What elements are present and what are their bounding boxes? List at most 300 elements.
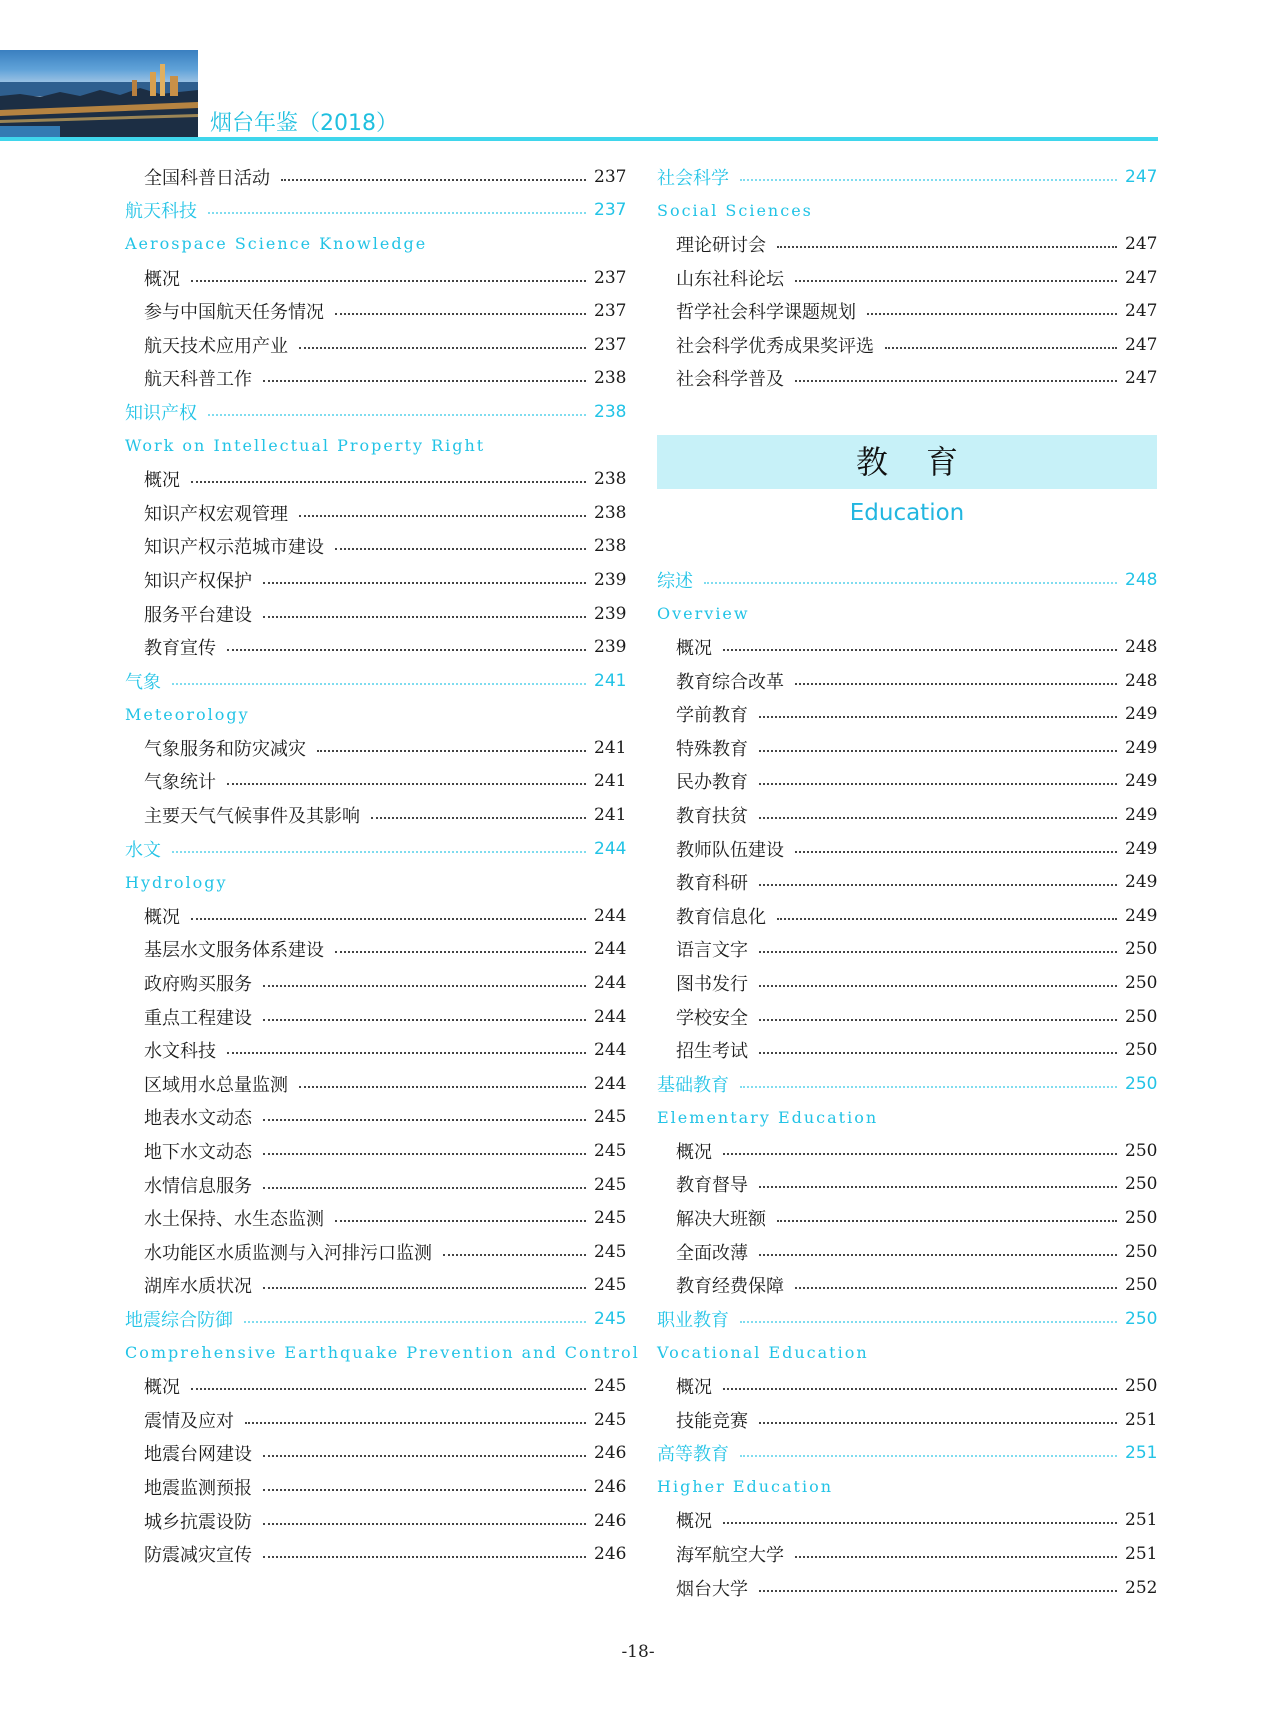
toc-section-entry[interactable] <box>657 1067 1158 1101</box>
toc-entry-title: 教育信息化 <box>676 906 766 928</box>
toc-entry-page: 245 <box>594 1376 627 1397</box>
toc-entry-page: 239 <box>594 569 627 590</box>
dot-leader <box>299 347 586 349</box>
toc-entry-page: 244 <box>594 838 627 859</box>
toc-entry[interactable] <box>657 227 1158 261</box>
toc-entry-page: 250 <box>1125 1275 1158 1296</box>
dot-leader <box>740 1455 1117 1457</box>
toc-entry-page: 238 <box>594 536 627 557</box>
toc-entry-page: 237 <box>594 267 627 288</box>
dot-leader <box>759 817 1117 819</box>
toc-entry[interactable] <box>657 1134 1158 1168</box>
toc-entry-title: 湖库水质状况 <box>144 1276 252 1298</box>
toc-section-entry[interactable] <box>125 194 627 228</box>
toc-entry-page: 250 <box>1125 1241 1158 1262</box>
dot-leader <box>263 1489 586 1491</box>
toc-entry-title: 图书发行 <box>676 973 748 995</box>
toc-entry-page: 241 <box>594 670 627 691</box>
dot-leader <box>723 1388 1117 1390</box>
toc-section-english-title: Elementary Education <box>657 1107 879 1127</box>
dot-leader <box>759 1052 1117 1054</box>
toc-entry-page: 251 <box>1125 1443 1158 1464</box>
dot-leader <box>777 918 1117 920</box>
dot-leader <box>759 985 1117 987</box>
toc-entry[interactable] <box>657 832 1158 866</box>
toc-section-entry[interactable] <box>125 832 627 866</box>
toc-entry-title: 地下水文动态 <box>144 1142 252 1164</box>
toc-entry-page: 246 <box>594 1510 627 1531</box>
toc-entry-page: 248 <box>1125 636 1158 657</box>
toc-entry-title: 地震监测预报 <box>144 1477 252 1499</box>
toc-entry-title: 学前教育 <box>676 705 748 727</box>
toc-entry[interactable] <box>657 899 1158 933</box>
toc-entry[interactable] <box>125 362 627 396</box>
toc-entry-page: 246 <box>594 1544 627 1565</box>
toc-entry-page: 246 <box>594 1443 627 1464</box>
toc-entry-page: 245 <box>594 1275 627 1296</box>
toc-entry-title: 航天科技 <box>125 201 197 223</box>
toc-entry-title: 水文 <box>125 839 161 861</box>
dot-leader <box>443 1254 586 1256</box>
toc-entry-title: 招生考试 <box>676 1041 748 1063</box>
toc-entry-page: 247 <box>1125 301 1158 322</box>
toc-section-english-title: Overview <box>657 603 750 623</box>
toc-entry-page: 249 <box>1125 704 1158 725</box>
dot-leader <box>263 1455 586 1457</box>
toc-section-entry[interactable] <box>657 1436 1158 1470</box>
city-skyline-illustration <box>0 50 198 138</box>
toc-entry-page: 250 <box>1125 972 1158 993</box>
dot-leader <box>263 1187 586 1189</box>
toc-entry-title: 气象 <box>125 671 161 693</box>
toc-entry-page: 245 <box>594 1308 627 1329</box>
toc-entry-title: 教师队伍建设 <box>676 839 784 861</box>
toc-entry-title: 语言文字 <box>676 940 748 962</box>
toc-entry[interactable] <box>125 1168 627 1202</box>
toc-entry-page: 244 <box>594 1040 627 1061</box>
toc-entry-title: 哲学社会科学课题规划 <box>676 302 856 324</box>
toc-entry-page: 244 <box>594 905 627 926</box>
toc-entry-page: 245 <box>594 1208 627 1229</box>
toc-entry-page: 250 <box>1125 1174 1158 1195</box>
toc-entry-title: 地表水文动态 <box>144 1108 252 1130</box>
toc-entry[interactable] <box>657 1571 1158 1605</box>
dot-leader <box>263 1287 586 1289</box>
toc-entry[interactable] <box>125 765 627 799</box>
dot-leader <box>704 582 1117 584</box>
toc-entry-page: 250 <box>1125 1308 1158 1329</box>
toc-entry-title: 概况 <box>144 1377 180 1399</box>
toc-entry-title: 气象服务和防灾减灾 <box>144 738 306 760</box>
dot-leader <box>335 313 586 315</box>
dot-leader <box>208 212 586 214</box>
toc-entry-title: 海军航空大学 <box>676 1545 784 1567</box>
toc-entry-title: 职业教育 <box>657 1309 729 1331</box>
toc-entry-title: 水土保持、水生态监测 <box>144 1209 324 1231</box>
toc-entry[interactable] <box>657 1000 1158 1034</box>
toc-entry-title: 知识产权 <box>125 402 197 424</box>
toc-entry-title: 地震台网建设 <box>144 1444 252 1466</box>
toc-entry[interactable] <box>125 1537 627 1571</box>
dot-leader <box>740 1321 1117 1323</box>
toc-entry[interactable] <box>125 496 627 530</box>
toc-entry-page: 251 <box>1125 1510 1158 1531</box>
toc-entry[interactable] <box>125 933 627 967</box>
toc-entry-page: 250 <box>1125 1040 1158 1061</box>
dot-leader <box>371 817 586 819</box>
toc-entry[interactable] <box>125 731 627 765</box>
toc-entry-title: 教育综合改革 <box>676 671 784 693</box>
toc-entry-page: 246 <box>594 1476 627 1497</box>
toc-entry-page: 245 <box>594 1409 627 1430</box>
toc-entry[interactable] <box>125 1101 627 1135</box>
toc-entry[interactable] <box>657 1235 1158 1269</box>
toc-entry-page: 244 <box>594 973 627 994</box>
toc-entry-title: 社会科学 <box>657 167 729 189</box>
dot-leader <box>759 1422 1117 1424</box>
toc-entry-page: 245 <box>594 1241 627 1262</box>
toc-entry-page: 238 <box>594 401 627 422</box>
toc-entry[interactable] <box>657 630 1158 664</box>
dot-leader <box>263 1019 586 1021</box>
toc-section-english-title: Hydrology <box>125 872 228 892</box>
toc-entry-title: 基础教育 <box>657 1074 729 1096</box>
header-divider <box>0 137 1158 141</box>
toc-section-english-title: Aerospace Science Knowledge <box>125 234 428 254</box>
dot-leader <box>723 1153 1117 1155</box>
education-chapter-title: 教育 <box>657 435 1157 489</box>
dot-leader <box>759 1254 1117 1256</box>
toc-entry[interactable] <box>125 1067 627 1101</box>
toc-entry-title: 水功能区水质监测与入河排污口监测 <box>144 1242 432 1264</box>
toc-entry[interactable] <box>125 899 627 933</box>
dot-leader <box>759 750 1117 752</box>
yearbook-title: 烟台年鉴（2018） <box>210 111 398 136</box>
dot-leader <box>191 918 586 920</box>
dot-leader <box>335 1220 586 1222</box>
toc-entry-title: 概况 <box>676 637 712 659</box>
toc-entry-title: 理论研讨会 <box>676 234 766 256</box>
toc-left-column <box>125 160 640 1571</box>
toc-entry-page: 250 <box>1125 1073 1158 1094</box>
toc-section-entry[interactable] <box>657 1302 1158 1336</box>
dot-leader <box>759 1019 1117 1021</box>
toc-section-entry[interactable] <box>657 160 1158 194</box>
toc-entry-page: 244 <box>594 939 627 960</box>
toc-entry-page: 237 <box>594 166 627 187</box>
toc-entry-page: 248 <box>1125 569 1158 590</box>
toc-entry[interactable] <box>657 261 1158 295</box>
toc-entry-page: 238 <box>594 469 627 490</box>
dot-leader <box>740 1086 1117 1088</box>
toc-entry-title: 主要天气气候事件及其影响 <box>144 806 360 828</box>
toc-entry[interactable] <box>125 530 627 564</box>
toc-entry-title: 烟台大学 <box>676 1578 748 1600</box>
dot-leader <box>263 1523 586 1525</box>
toc-entry-title: 社会科学优秀成果奖评选 <box>676 335 874 357</box>
dot-leader <box>244 1321 586 1323</box>
toc-entry-page: 247 <box>1125 334 1158 355</box>
dot-leader <box>208 414 586 416</box>
dot-leader <box>227 783 586 785</box>
dot-leader <box>759 1186 1117 1188</box>
toc-entry-title: 航天技术应用产业 <box>144 335 288 357</box>
toc-entry-page: 250 <box>1125 1376 1158 1397</box>
toc-entry[interactable] <box>125 597 627 631</box>
toc-entry-title: 教育经费保障 <box>676 1276 784 1298</box>
dot-leader <box>759 783 1117 785</box>
toc-entry-page: 247 <box>1125 368 1158 389</box>
toc-entry-title: 气象统计 <box>144 772 216 794</box>
toc-entry-title: 概况 <box>144 906 180 928</box>
dot-leader <box>191 280 586 282</box>
toc-entry-page: 239 <box>594 603 627 624</box>
toc-entry[interactable] <box>125 261 627 295</box>
toc-entry-page: 237 <box>594 334 627 355</box>
dot-leader <box>245 1422 586 1424</box>
dot-leader <box>885 347 1117 349</box>
toc-entry[interactable] <box>657 1537 1158 1571</box>
education-chapter-subtitle: Education <box>849 500 965 526</box>
dot-leader <box>191 481 586 483</box>
toc-right-column-bottom <box>657 563 1158 1604</box>
dot-leader <box>263 1119 586 1121</box>
toc-entry[interactable] <box>657 328 1158 362</box>
toc-entry[interactable] <box>125 1201 627 1235</box>
toc-entry[interactable] <box>125 1403 627 1437</box>
toc-entry[interactable] <box>125 1269 627 1303</box>
toc-section-english-title: Higher Education <box>657 1477 834 1497</box>
toc-entry[interactable] <box>657 1201 1158 1235</box>
toc-entry-page: 241 <box>594 771 627 792</box>
toc-entry[interactable] <box>125 1504 627 1538</box>
toc-entry-page: 248 <box>1125 670 1158 691</box>
toc-entry-title: 知识产权示范城市建设 <box>144 537 324 559</box>
dot-leader <box>795 280 1117 282</box>
toc-entry-title: 民办教育 <box>676 772 748 794</box>
toc-entry-page: 247 <box>1125 166 1158 187</box>
toc-entry-page: 238 <box>594 368 627 389</box>
toc-section-english-title: Work on Intellectual Property Right <box>125 436 486 456</box>
dot-leader <box>263 1153 586 1155</box>
toc-entry[interactable] <box>657 1403 1158 1437</box>
toc-entry-page: 245 <box>594 1174 627 1195</box>
toc-entry[interactable] <box>657 1033 1158 1067</box>
toc-entry-page: 237 <box>594 301 627 322</box>
toc-entry-title: 社会科学普及 <box>676 369 784 391</box>
dot-leader <box>795 683 1117 685</box>
toc-entry[interactable] <box>125 1369 627 1403</box>
toc-entry-page: 245 <box>594 1107 627 1128</box>
dot-leader <box>317 750 586 752</box>
dot-leader <box>335 548 586 550</box>
toc-entry-title: 教育宣传 <box>144 638 216 660</box>
toc-entry[interactable] <box>125 966 627 1000</box>
toc-entry[interactable] <box>657 933 1158 967</box>
dot-leader <box>723 649 1117 651</box>
toc-entry[interactable] <box>125 1437 627 1471</box>
toc-entry-page: 249 <box>1125 872 1158 893</box>
toc-entry-title: 全面改薄 <box>676 1242 748 1264</box>
toc-entry-title: 重点工程建设 <box>144 1007 252 1029</box>
toc-entry-page: 250 <box>1125 1140 1158 1161</box>
toc-entry[interactable] <box>657 1369 1158 1403</box>
toc-entry-page: 245 <box>594 1141 627 1162</box>
toc-entry-title: 服务平台建设 <box>144 604 252 626</box>
toc-entry-page: 244 <box>594 1073 627 1094</box>
toc-right-column-top <box>657 160 1158 395</box>
toc-entry-title: 学校安全 <box>676 1007 748 1029</box>
dot-leader <box>263 616 586 618</box>
toc-entry[interactable] <box>125 1235 627 1269</box>
toc-entry[interactable] <box>125 798 627 832</box>
toc-entry[interactable] <box>125 1033 627 1067</box>
toc-entry-title: 政府购买服务 <box>144 974 252 996</box>
dot-leader <box>299 1086 586 1088</box>
toc-entry-page: 251 <box>1125 1409 1158 1430</box>
dot-leader <box>740 179 1117 181</box>
toc-entry[interactable] <box>657 865 1158 899</box>
dot-leader <box>795 1556 1117 1558</box>
toc-entry-title: 知识产权保护 <box>144 570 252 592</box>
toc-entry[interactable] <box>657 1504 1158 1538</box>
toc-entry-title: 防震减灾宣传 <box>144 1545 252 1567</box>
dot-leader <box>723 1522 1117 1524</box>
toc-entry-title: 综述 <box>657 570 693 592</box>
toc-entry-title: 高等教育 <box>657 1444 729 1466</box>
toc-section-english-title: Meteorology <box>125 704 250 724</box>
dot-leader <box>759 1590 1117 1592</box>
toc-entry[interactable] <box>125 1000 627 1034</box>
toc-entry-title: 知识产权宏观管理 <box>144 503 288 525</box>
toc-entry-page: 251 <box>1125 1544 1158 1565</box>
toc-entry-title: 水情信息服务 <box>144 1175 252 1197</box>
toc-entry[interactable] <box>657 1268 1158 1302</box>
header-city-photo <box>0 50 198 138</box>
toc-entry-title: 解决大班额 <box>676 1209 766 1231</box>
toc-entry-page: 250 <box>1125 939 1158 960</box>
toc-entry-title: 全国科普日活动 <box>144 167 270 189</box>
dot-leader <box>263 985 586 987</box>
toc-entry[interactable] <box>657 362 1158 396</box>
toc-entry-page: 250 <box>1125 1006 1158 1027</box>
toc-entry[interactable] <box>657 966 1158 1000</box>
toc-entry[interactable] <box>125 160 627 194</box>
toc-entry-page: 241 <box>594 805 627 826</box>
toc-entry-page: 241 <box>594 737 627 758</box>
toc-section-entry[interactable] <box>125 664 627 698</box>
toc-entry[interactable] <box>657 1168 1158 1202</box>
toc-entry-title: 城乡抗震设防 <box>144 1511 252 1533</box>
toc-section-entry[interactable] <box>657 563 1158 597</box>
toc-entry[interactable] <box>657 294 1158 328</box>
toc-section-english-title: Comprehensive Earthquake Prevention and Control <box>125 1343 640 1363</box>
toc-entry-title: 概况 <box>676 1141 712 1163</box>
toc-entry-title: 水文科技 <box>144 1041 216 1063</box>
toc-entry-title: 教育科研 <box>676 873 748 895</box>
toc-entry-page: 237 <box>594 200 627 221</box>
toc-entry-page: 250 <box>1125 1208 1158 1229</box>
toc-entry-title: 技能竞赛 <box>676 1410 748 1432</box>
toc-entry-page: 239 <box>594 637 627 658</box>
toc-section-english-title: Vocational Education <box>657 1342 869 1362</box>
dot-leader <box>172 683 586 685</box>
toc-entry-page: 247 <box>1125 267 1158 288</box>
toc-entry-title: 震情及应对 <box>144 1410 234 1432</box>
dot-leader <box>795 1287 1117 1289</box>
toc-entry[interactable] <box>125 462 627 496</box>
toc-entry-title: 区域用水总量监测 <box>144 1074 288 1096</box>
dot-leader <box>759 951 1117 953</box>
toc-entry-title: 航天科普工作 <box>144 369 252 391</box>
toc-entry-title: 参与中国航天任务情况 <box>144 302 324 324</box>
dot-leader <box>227 649 586 651</box>
dot-leader <box>281 179 586 181</box>
toc-entry-page: 249 <box>1125 838 1158 859</box>
toc-section-entry[interactable] <box>125 1302 627 1336</box>
toc-entry[interactable] <box>657 664 1158 698</box>
toc-entry[interactable] <box>657 697 1158 731</box>
toc-entry-title: 教育督导 <box>676 1175 748 1197</box>
toc-entry-page: 249 <box>1125 771 1158 792</box>
toc-entry[interactable] <box>125 563 627 597</box>
toc-entry[interactable] <box>125 294 627 328</box>
toc-entry-title: 概况 <box>144 268 180 290</box>
toc-entry-page: 249 <box>1125 905 1158 926</box>
dot-leader <box>759 716 1117 718</box>
dot-leader <box>777 246 1117 248</box>
page-number: -18- <box>621 1642 655 1662</box>
toc-entry-title: 概况 <box>676 1377 712 1399</box>
toc-entry[interactable] <box>125 1134 627 1168</box>
dot-leader <box>191 1388 586 1390</box>
dot-leader <box>299 515 586 517</box>
toc-entry-page: 238 <box>594 502 627 523</box>
dot-leader <box>867 313 1117 315</box>
toc-entry[interactable] <box>125 1470 627 1504</box>
dot-leader <box>263 1556 586 1558</box>
toc-entry-title: 特殊教育 <box>676 738 748 760</box>
dot-leader <box>795 380 1117 382</box>
toc-entry-title: 地震综合防御 <box>125 1309 233 1331</box>
toc-entry-title: 山东社科论坛 <box>676 268 784 290</box>
dot-leader <box>777 1220 1117 1222</box>
dot-leader <box>172 851 586 853</box>
toc-entry-page: 249 <box>1125 737 1158 758</box>
toc-entry[interactable] <box>125 630 627 664</box>
toc-entry-page: 249 <box>1125 804 1158 825</box>
toc-entry-page: 252 <box>1125 1577 1158 1598</box>
toc-entry[interactable] <box>657 798 1158 832</box>
dot-leader <box>759 884 1117 886</box>
toc-section-entry[interactable] <box>125 395 627 429</box>
toc-entry[interactable] <box>125 328 627 362</box>
toc-entry-title: 概况 <box>144 470 180 492</box>
toc-entry-page: 247 <box>1125 233 1158 254</box>
dot-leader <box>263 582 586 584</box>
toc-entry[interactable] <box>657 765 1158 799</box>
dot-leader <box>227 1052 586 1054</box>
dot-leader <box>263 380 586 382</box>
toc-entry-title: 概况 <box>676 1511 712 1533</box>
toc-section-english-title: Social Sciences <box>657 200 813 220</box>
toc-entry-page: 244 <box>594 1006 627 1027</box>
toc-entry[interactable] <box>657 731 1158 765</box>
dot-leader <box>795 851 1117 853</box>
toc-entry-title: 基层水文服务体系建设 <box>144 940 324 962</box>
dot-leader <box>335 951 586 953</box>
toc-entry-title: 教育扶贫 <box>676 805 748 827</box>
